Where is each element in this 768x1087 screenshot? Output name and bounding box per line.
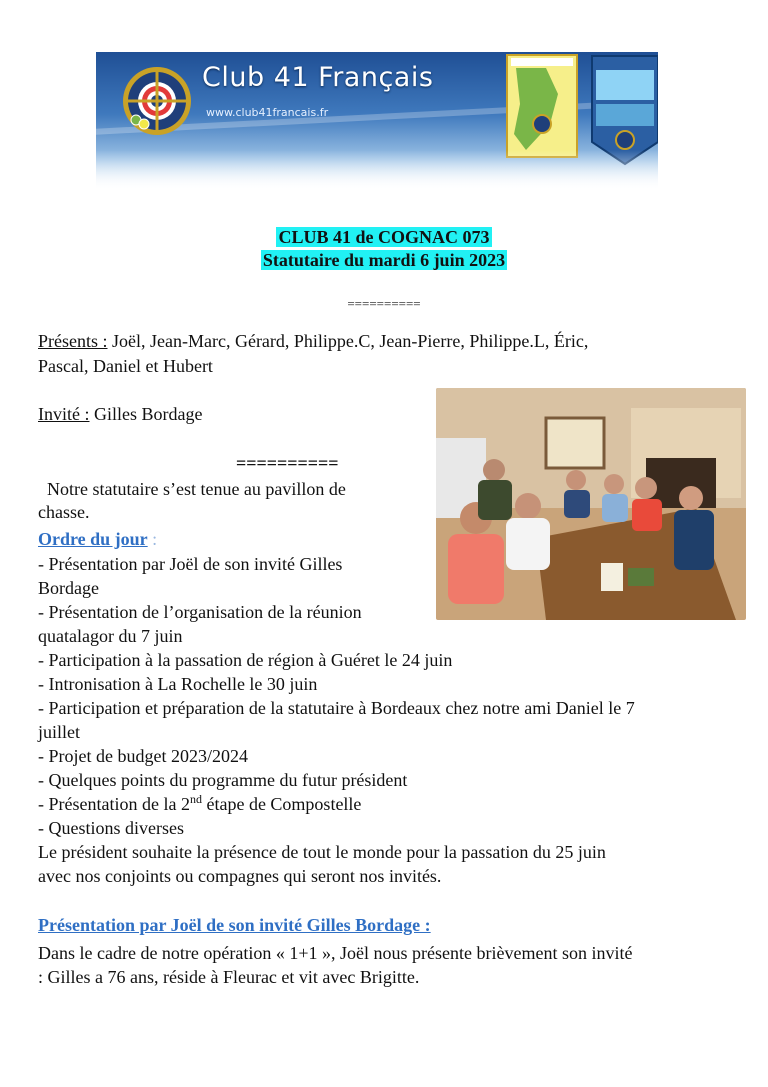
presents-names-1: Joël, Jean-Marc, Gérard, Philippe.C, Jean-Pierre, Philippe.L, Éric, — [107, 331, 589, 351]
presents-names-2: Pascal, Daniel et Hubert — [38, 356, 213, 376]
section-heading — [38, 914, 431, 937]
closing-line-1: Le président souhaite la présence de tout le monde pour la passation du 25 juin — [38, 842, 606, 862]
ordre-heading — [38, 528, 157, 551]
meeting-photo — [436, 388, 746, 620]
section-heading-text: Présentation par Joël de son invité Gilles Bordage : — [38, 915, 431, 935]
banner-title: Club 41 Français — [202, 62, 434, 93]
ordre-item: - Projet de budget 2023/2024 — [38, 746, 248, 766]
ordre-item: - Présentation par Joël de son invité Gilles — [38, 554, 343, 574]
ordre-item: juillet — [38, 722, 80, 742]
presents-label: Présents : — [38, 331, 108, 351]
banner-url: www.club41francais.fr — [206, 106, 329, 119]
invite-line — [38, 403, 202, 426]
compostelle-prefix: - Présentation de la 2 — [38, 794, 190, 814]
invite-label: Invité : — [38, 404, 90, 424]
section-paragraph-line-2: : Gilles a 76 ans, réside à Fleurac et vit avec Brigitte. — [38, 967, 420, 987]
separator-top: ========== — [347, 296, 421, 311]
invite-name: Gilles Bordage — [89, 404, 203, 424]
banner-fade — [96, 150, 658, 190]
intro-line-1: Notre statutaire s’est tenue au pavillon de — [38, 479, 346, 499]
ordre-item: - Présentation de l’organisation de la réunion — [38, 602, 362, 622]
ordre-item: - Intronisation à La Rochelle le 30 juin — [38, 674, 318, 694]
compostelle-suffix: étape de Compostelle — [201, 794, 362, 814]
document-subtitle — [0, 249, 768, 271]
ordre-item: - Participation et préparation de la statutaire à Bordeaux chez notre ami Daniel le 7 — [38, 698, 635, 718]
club-41-logo — [122, 66, 192, 136]
section-paragraph-line-1: Dans le cadre de notre opération « 1+1 », Joël nous présente brièvement son invité — [38, 943, 633, 963]
ordre-item: - Participation à la passation de région à Guéret le 24 juin — [38, 650, 453, 670]
title-line-2: Statutaire du mardi 6 juin 2023 — [262, 250, 506, 270]
compostelle-sup: nd — [189, 792, 202, 806]
cognac-pennant — [506, 54, 578, 158]
ordre-heading-text: Ordre du jour — [38, 529, 148, 549]
header-banner — [96, 52, 658, 190]
document-title — [0, 226, 768, 248]
ordre-item: - Questions diverses — [38, 818, 184, 838]
title-line-1: CLUB 41 de COGNAC 073 — [278, 227, 490, 247]
presents-line — [38, 330, 588, 353]
separator-middle: ========== — [236, 453, 339, 473]
ordre-heading-colon: : — [147, 529, 158, 549]
intro-line-2: chasse. — [38, 502, 90, 522]
ordre-item: Bordage — [38, 578, 99, 598]
closing-line-2: avec nos conjoints ou compagnes qui seront nos invités. — [38, 866, 442, 886]
ordre-item-compostelle — [38, 793, 361, 816]
ordre-item: quatalagor du 7 juin — [38, 626, 183, 646]
ordre-item: - Quelques points du programme du futur président — [38, 770, 408, 790]
